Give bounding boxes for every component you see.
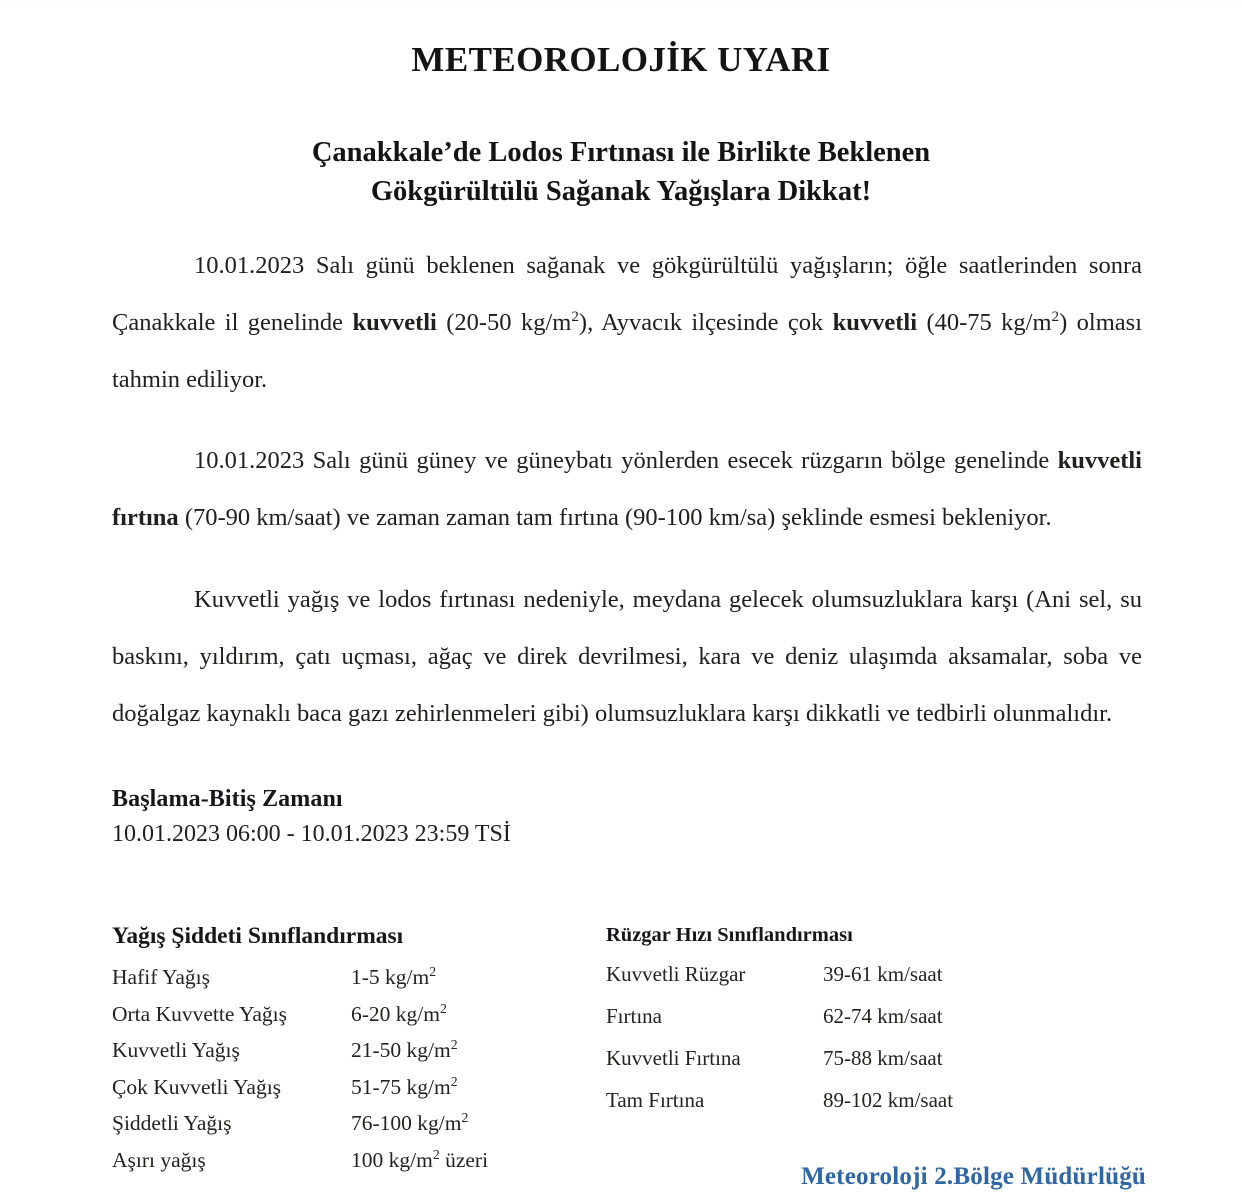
precip-superscript-1: 2: [571, 307, 579, 325]
footer-organization: Meteoroloji 2.Bölge Müdürlüğü: [801, 1163, 1146, 1190]
precip-bold-kuvvetli-2: kuvvetli: [832, 308, 918, 336]
paragraph-wind-forecast: [112, 433, 1142, 547]
table-row: [112, 1036, 572, 1062]
classification-label: Hafif Yağış: [112, 965, 210, 989]
caution-text: Kuvvetli yağış ve lodos fırtınası nedeniyle, meydana gelecek olumsuzluklara karşı (Ani sel, su baskını, yıldırım, çatı uçması, ağaç ve direk devrilmesi, kara ve deniz ulaşımda aksamalar, soba ve doğalgaz kaynaklı baca gazı zehirlenmeleri gibi) olumsuzluklara karşı dikkatli ve tedbirli olunmalıdır.: [112, 586, 1142, 727]
wind-text-1: 10.01.2023 Salı günü güney ve güneybatı yönlerden esecek rüzgarın bölge genelinde: [194, 447, 1058, 475]
table-row: [606, 1006, 1076, 1027]
table-row: [112, 1073, 572, 1099]
time-period-value: 10.01.2023 06:00 - 10.01.2023 23:59 TSİ: [112, 821, 511, 847]
table-row: [606, 1048, 1076, 1069]
table-row: [112, 1109, 572, 1135]
precipitation-classification-table: [112, 923, 572, 1171]
subtitle-line-2: Gökgürültülü Sağanak Yağışlara Dikkat!: [370, 176, 872, 208]
classification-value: 6-20 $kg/m^2$: [351, 1000, 447, 1026]
classification-value: 76-100 $kg/m^2$: [351, 1109, 469, 1135]
precip-text-3: ), Ayvacık ilçesinde çok: [578, 308, 833, 336]
unit-superscript: 2: [450, 1073, 458, 1089]
wind-classification-heading: Rüzgar Hızı Sınıflandırması: [606, 924, 853, 946]
wind-classification-rows: [606, 964, 1076, 1111]
table-row: [112, 1000, 572, 1026]
precipitation-classification-rows: [112, 963, 572, 1172]
classification-value: 21-50 $kg/m^2$: [351, 1036, 458, 1062]
classification-value: 75-88 km/saat: [823, 1046, 943, 1070]
precip-text-1: 10.01.2023 Salı günü beklenen sağanak ve gökgürültülü yağışların; öğle saatlerinden sonra Çanakkale il genelinde: [112, 252, 1142, 336]
precipitation-classification-heading: Yağış Şiddeti Sınıflandırması: [112, 923, 404, 949]
page-title: METEOROLOJİK UYARI: [411, 40, 831, 79]
classification-value: 100 $kg/m^2$ üzeri: [351, 1146, 489, 1172]
subtitle-line-1: Çanakkale’de Lodos Fırtınası ile Birlikte Beklenen: [311, 137, 931, 168]
time-period-heading: Başlama-Bitiş Zamanı: [112, 786, 343, 812]
classification-label: Kuvvetli Fırtına: [606, 1046, 741, 1070]
precip-bold-kuvvetli-1: kuvvetli: [352, 308, 437, 336]
body-text-block: [112, 238, 1142, 743]
precip-text-2: (20-50 kg/m: [436, 308, 572, 336]
classification-value: 89-102 km/saat: [823, 1088, 954, 1112]
paragraph-caution-advice: [112, 572, 1142, 742]
document-subtitle: [121, 133, 1121, 212]
unit-superscript: 2: [432, 1146, 440, 1162]
classification-value: 39-61 km/saat: [823, 962, 943, 986]
precip-text-4: (40-75 kg/m: [917, 308, 1052, 336]
classification-value: 1-5 $kg/m^2$: [351, 963, 437, 989]
unit-superscript: 2: [439, 1000, 447, 1016]
paragraph-precipitation-forecast: [112, 238, 1142, 408]
table-row: [112, 1146, 572, 1172]
table-row: [606, 964, 1076, 985]
precip-superscript-2: 2: [1051, 307, 1060, 325]
classification-value: 62-74 km/saat: [823, 1004, 943, 1028]
classification-value: 51-75 $kg/m^2$: [351, 1073, 458, 1099]
classification-label: Şiddetli Yağış: [112, 1111, 232, 1135]
classification-label: Orta Kuvvette Yağış: [112, 1001, 287, 1026]
table-row: [112, 963, 572, 989]
unit-superscript: 2: [461, 1109, 469, 1125]
classification-label: Fırtına: [606, 1004, 662, 1028]
time-period-block: [112, 786, 812, 848]
table-row: [606, 1090, 1076, 1111]
classification-label: Aşırı yağış: [112, 1147, 206, 1172]
unit-superscript: 2: [429, 963, 437, 979]
precip-text-5: ) olması tahmin ediliyor.: [112, 308, 1143, 393]
scan-edge-artifact: [0, 0, 1242, 6]
classification-label: Kuvvetli Rüzgar: [606, 962, 746, 986]
wind-bold-kuvvetli-firtina: kuvvetli fırtına: [112, 447, 1142, 532]
classification-label: Tam Fırtına: [606, 1088, 705, 1112]
unit-superscript: 2: [450, 1036, 458, 1052]
wind-text-2: (70-90 km/saat) ve zaman zaman tam fırtına (90-100 km/sa) şeklinde esmesi bekleniyor.: [178, 504, 1052, 532]
classification-label: Kuvvetli Yağış: [112, 1038, 240, 1062]
wind-classification-table: [606, 924, 1076, 1111]
classification-label: Çok Kuvvetli Yağış: [112, 1074, 282, 1099]
